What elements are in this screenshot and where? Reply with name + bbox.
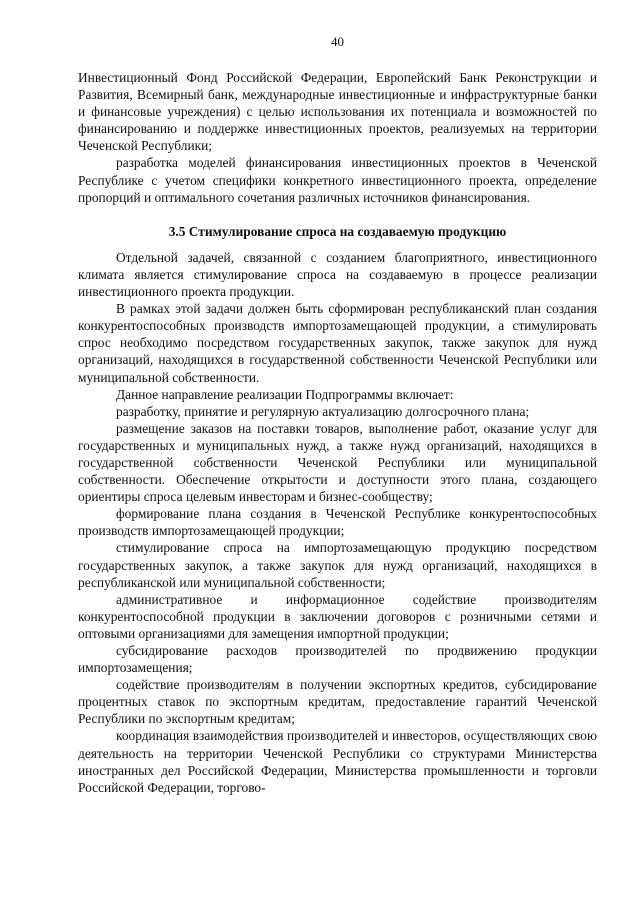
paragraph: Данное направление реализации Подпрограммы включает: [116, 386, 454, 402]
paragraph: разработку, принятие и регулярную актуализацию долгосрочного плана; [116, 403, 530, 419]
section-title: 3.5 Стимулирование спроса на создаваемую продукцию [168, 223, 507, 239]
paragraph: В рамках этой задачи должен быть сформирован республиканский план создания конкурентоспособных производств импортозамещающей продукции, а стимулировать спрос необходимо посредством государственных закупок, также закупок для нужд организаций, находящихся в государственной собственности Чеченской Республики или муниципальной собственности. [78, 301, 597, 385]
paragraph: содействие производителям в получении экспортных кредитов, субсидирование процентных ставок по экспортным кредитам, предоставление гарантий Чеченской Республики по экспортным кредитам; [78, 677, 597, 727]
paragraph: стимулирование спроса на импортозамещающую продукцию посредством государственных закупок, а также закупок для нужд организаций, находящихся в республиканской или муниципальной собственности; [78, 540, 597, 590]
body-text-after [78, 249, 597, 796]
paragraph: формирование плана создания в Чеченской Республике конкурентоспособных производств импортозамещающей продукции; [78, 506, 597, 539]
body-text-before [78, 69, 597, 206]
paragraph: Инвестиционный Фонд Российской Федерации, Европейский Банк Реконструкции и Развития, Всемирный банк, международные инвестиционные и инфраструктурные банки и финансовые учреждения) с целью использования их потенциала и возможностей по финансированию и поддержке инвестиционных проектов, реализуемых на территории Чеченской Республики; [78, 70, 597, 154]
paragraph: координация взаимодействия производителей и инвесторов, осуществляющих свою деятельность на территории Чеченской Республики со структурами Министерства иностранных дел Российской Федерации, Министерства промышленности и торговли Российской Федерации, торгово- [78, 728, 597, 795]
paragraph: Отдельной задачей, связанной с созданием благоприятного, инвестиционного климата является стимулирование спроса на создаваемую в процессе реализации инвестиционного проекта продукции. [78, 249, 597, 300]
paragraph: субсидирование расходов производителей по продвижению продукции импортозамещения; [78, 643, 597, 676]
page-number: 40 [331, 34, 344, 49]
paragraph: размещение заказов на поставки товаров, выполнение работ, оказание услуг для государственных и муниципальных нужд, а также нужд организаций, находящихся в государственной собственности Чеченской Республики или муниципальной собственности. Обеспечение открытости и доступности этого плана, создающего ориентиры спроса целевым инвесторам и бизнес-сообществу; [78, 420, 597, 505]
paragraph: административное и информационное содействие производителям конкурентоспособной продукции в заключении договоров с розничными сетями и оптовыми организациями для замещения импортной продукции; [78, 591, 597, 641]
paragraph: разработка моделей финансирования инвестиционных проектов в Чеченской Республике с учетом специфики конкретного инвестиционного проекта, определение пропорций и оптимального сочетания различных источников финансирования. [78, 155, 597, 205]
